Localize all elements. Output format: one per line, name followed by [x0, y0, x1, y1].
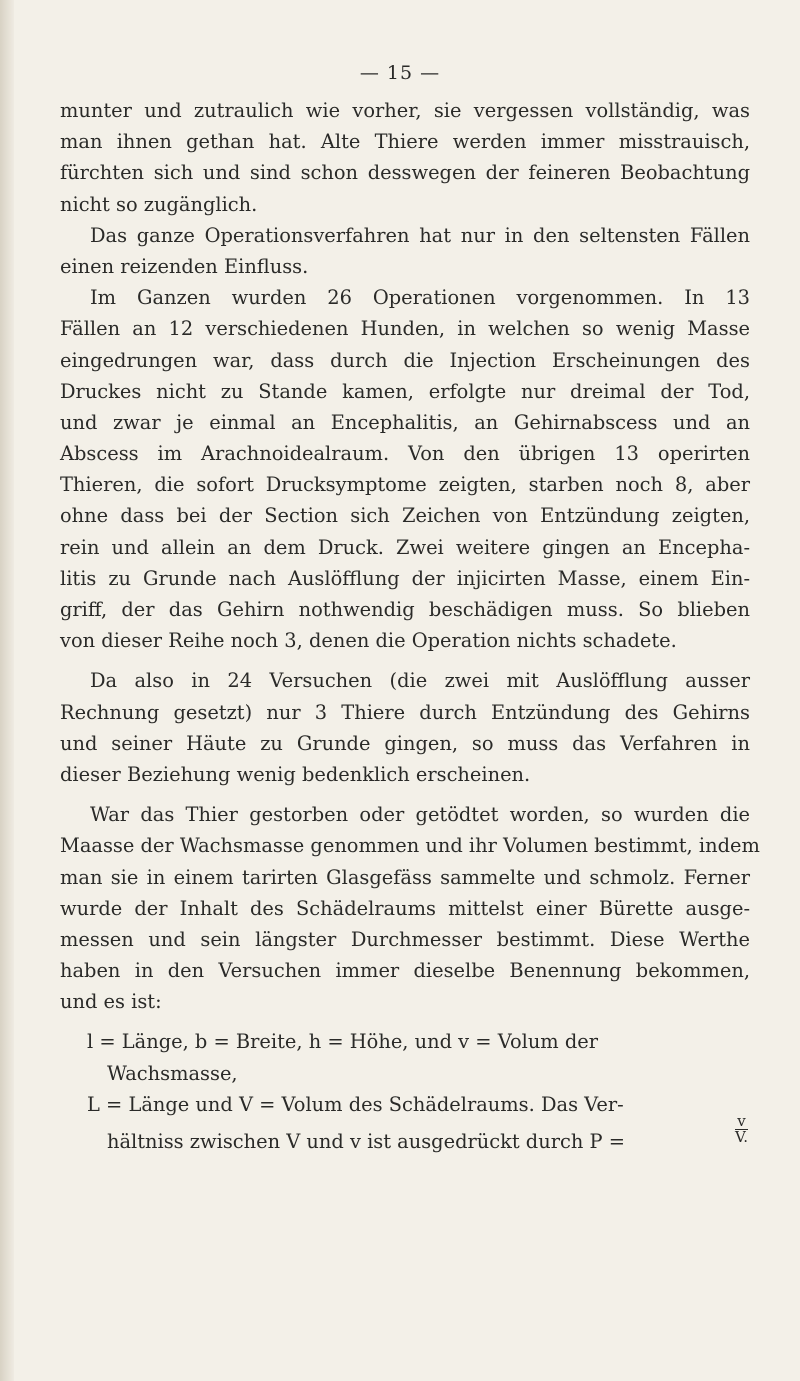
text-line: fürchten sich und sind schon desswegen der feineren Beobachtung	[60, 161, 750, 185]
fraction	[735, 1114, 748, 1145]
text-line: Thieren, die sofort Drucksymptome zeigten, starben noch 8, aber	[60, 473, 750, 497]
definitions	[60, 1026, 750, 1160]
paragraph	[60, 799, 760, 1017]
text-line: wurde der Inhalt des Schädelraums mittelst einer Bürette ausge-	[60, 896, 750, 920]
paragraph	[60, 220, 750, 282]
text-line: haben in den Versuchen immer dieselbe Benennung bekommen,	[60, 959, 750, 983]
text-line: man ihnen gethan hat. Alte Thiere werden immer misstrauisch,	[60, 130, 750, 154]
text-line: Fällen an 12 verschiedenen Hunden, in welchen so wenig Masse	[60, 317, 750, 341]
text-line: nicht so zugänglich.	[60, 192, 258, 216]
text-line: Abscess im Arachnoidealraum. Von den übrigen 13 operirten	[60, 442, 750, 466]
text-line: messen und sein längster Durchmesser bestimmt. Diese Werthe	[60, 927, 750, 951]
paragraph	[60, 665, 750, 790]
text-line: und es ist:	[60, 990, 162, 1014]
text-line: einen reizenden Einfluss.	[60, 254, 309, 278]
text-line: Da also in 24 Versuchen (die zwei mit Auslöfflung ausser	[90, 669, 750, 693]
text-line: rein und allein an dem Druck. Zwei weitere gingen an Encepha-	[60, 535, 750, 559]
body-text	[60, 95, 760, 1160]
text-line: Im Ganzen wurden 26 Operationen vorgenommen. In 13	[90, 286, 750, 310]
fraction-denominator: V.	[735, 1128, 748, 1146]
paragraph	[60, 95, 750, 220]
text-line: ohne dass bei der Section sich Zeichen von Entzündung zeigten,	[60, 504, 750, 528]
definition-line: Wachsmasse,	[107, 1061, 238, 1085]
text-line: dieser Beziehung wenig bedenklich erscheinen.	[60, 762, 531, 786]
text-line: von dieser Reihe noch 3, denen die Operation nichts schadete.	[60, 629, 677, 653]
text-line: Rechnung gesetzt) nur 3 Thiere durch Entzündung des Gehirns	[60, 700, 750, 724]
text-line: Druckes nicht zu Stande kamen, erfolgte nur dreimal der Tod,	[60, 379, 750, 403]
text-line: munter und zutraulich wie vorher, sie vergessen vollständig, was	[60, 99, 750, 122]
text-line: griff, der das Gehirn nothwendig beschädigen muss. So blieben	[60, 598, 750, 621]
text-line: litis zu Grunde nach Auslöfflung der injicirten Masse, einem Ein-	[60, 566, 750, 590]
text-line: Maasse der Wachsmasse genommen und ihr Volumen bestimmt, indem	[60, 834, 760, 858]
text-line: eingedrungen war, dass durch die Injection Erscheinungen des	[60, 348, 750, 372]
definition-line: hältniss zwischen V und v ist ausgedrückt durch P =	[107, 1130, 625, 1153]
text-line: man sie in einem tarirten Glasgefäss sammelte und schmolz. Ferner	[60, 865, 750, 889]
definition-line: l = Länge, b = Breite, h = Höhe, und v = Volum der	[87, 1030, 599, 1054]
paragraph	[60, 282, 750, 656]
page-number: — 15 —	[359, 62, 441, 84]
formula-line	[60, 1112, 750, 1160]
page-binding-edge	[0, 0, 14, 1381]
text-line: Das ganze Operationsverfahren hat nur in den seltensten Fällen	[90, 223, 750, 247]
text-line: und zwar je einmal an Encephalitis, an Gehirnabscess und an	[60, 410, 750, 434]
text-line: War das Thier gestorben oder getödtet worden, so wurden die	[90, 803, 750, 827]
fraction-numerator: v	[735, 1114, 748, 1130]
text-line: und seiner Häute zu Grunde gingen, so muss das Verfahren in	[60, 731, 750, 755]
definition-line: L = Länge und V = Volum des Schädelraums. Das Ver-	[87, 1092, 624, 1116]
